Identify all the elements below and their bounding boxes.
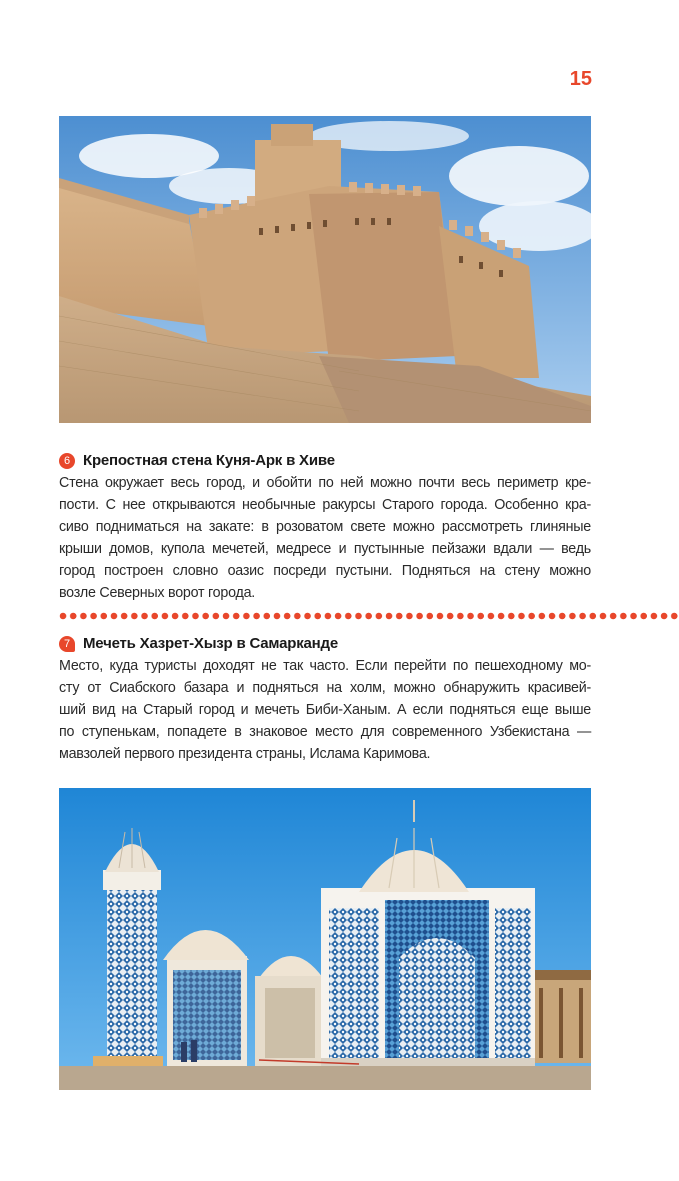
page-number: 15 <box>569 68 592 90</box>
body-line: ший вид на Старый город и мечеть Биби-Ханым. А если подняться еще выше <box>59 702 591 718</box>
number-marker: 6 <box>59 453 75 469</box>
entry-title: Мечеть Хазрет-Хызр в Самарканде <box>83 635 339 652</box>
entry-body <box>59 472 591 604</box>
body-line: мавзолей первого президента страны, Ислама Каримова. <box>59 746 431 762</box>
body-line: по ступенькам, попадете в знаковое место для современного Узбекистана — <box>59 724 591 740</box>
body-line: город построен словно оазис посреди пустыни. Подняться на стену можно <box>59 563 591 579</box>
dotted-divider <box>59 612 679 620</box>
body-line: сиво подниматься на закате: в розоватом свете можно рассмотреть глиняные <box>59 519 591 535</box>
mosque-photo <box>59 788 591 1090</box>
body-line: крыши домов, купола мечетей, медресе и пустынные пейзажи вдали — ведь <box>59 541 591 557</box>
entry-body <box>59 655 591 765</box>
fortress-wall-photo <box>59 116 591 423</box>
entry-kunya-ark <box>59 451 591 604</box>
body-line: пости. С нее открываются необычные ракурсы Старого города. Особенно кра- <box>59 497 591 513</box>
entry-title: Крепостная стена Куня-Арк в Хиве <box>83 452 335 469</box>
number-marker: 7 <box>59 636 75 652</box>
body-line: возле Северных ворот города. <box>59 585 255 601</box>
entry-heading <box>59 634 591 654</box>
body-line: сту от Сиабского базара и подняться на холм, можно обнаружить красивей- <box>59 680 591 696</box>
entry-heading <box>59 451 591 471</box>
mosque-illustration <box>59 788 591 1090</box>
entry-hazrat-khizr <box>59 634 591 765</box>
body-line: Место, куда туристы доходят не так часто. Если перейти по пешеходному мо- <box>59 658 591 674</box>
fortress-illustration <box>59 116 591 423</box>
body-line: Стена окружает весь город, и обойти по ней можно почти весь периметр кре- <box>59 475 591 491</box>
